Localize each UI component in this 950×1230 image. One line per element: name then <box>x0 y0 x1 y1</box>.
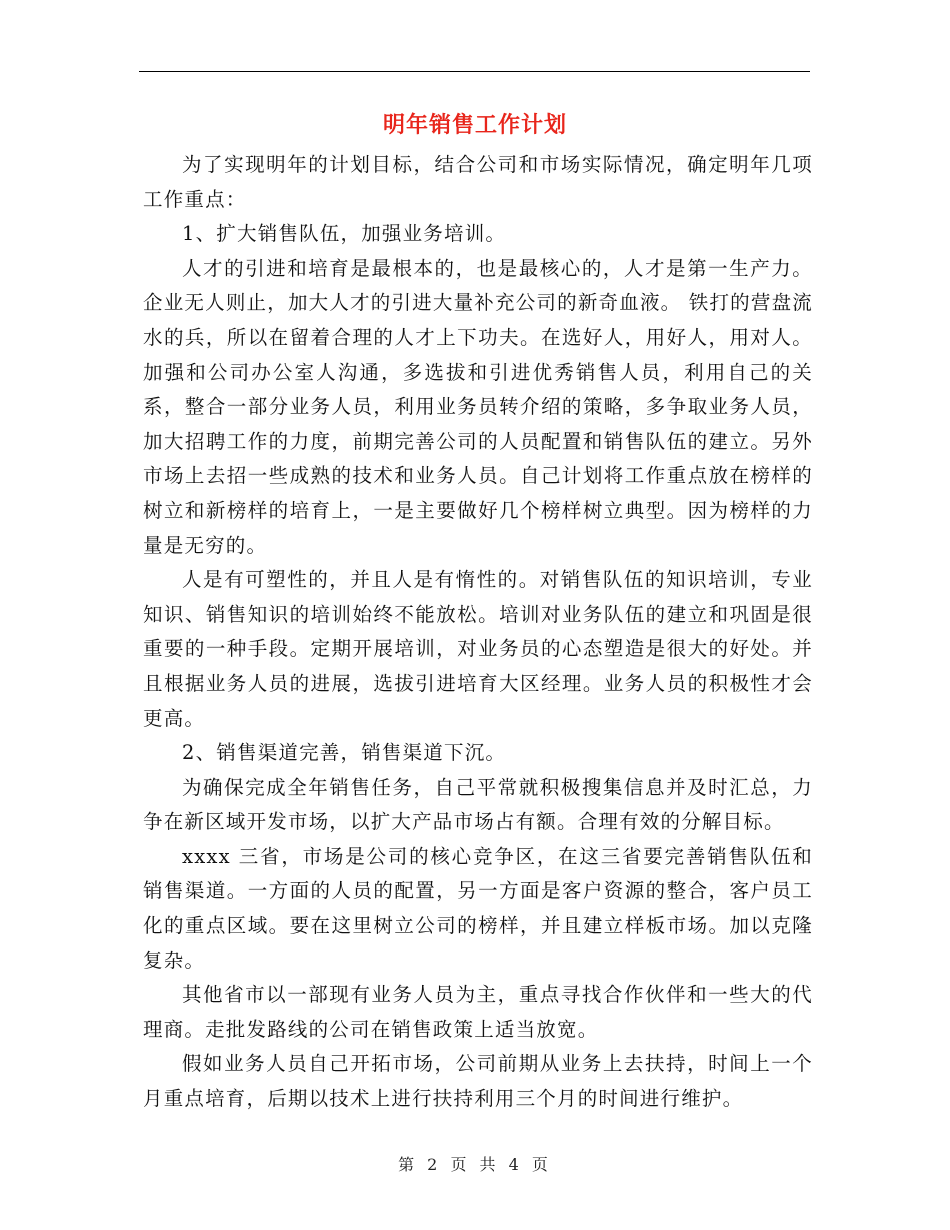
body-paragraph: 人才的引进和培育是最根本的，也是最核心的，人才是第一生产力。企业无人则止，加大人才的引进大量补充公司的新奇血液。 铁打的营盘流水的兵，所以在留着合理的人才上下功夫。在选好人，用好人，用对人。加强和公司办公室人沟通，多选拔和引进优秀销售人员，利用自己的关系，整合一部分业务人员，利用业务员转介绍的策略，多争取业务人员，加大招聘工作的力度，前期完善公司的人员配置和销售队伍的建立。另外市场上去招一些成熟的技术和业务人员。自己计划将工作重点放在榜样的树立和新榜样的培育上，一是主要做好几个榜样树立典型。因为榜样的力量是无穷的。 <box>143 256 813 557</box>
body-paragraph: 假如业务人员自己开拓市场，公司前期从业务上去扶持，时间上一个月重点培育，后期以技术上进行扶持利用三个月的时间进行维护。 <box>143 1052 813 1111</box>
body-paragraph: 人是有可塑性的，并且人是有惰性的。对销售队伍的知识培训，专业知识、销售知识的培训始终不能放松。培训对业务队伍的建立和巩固是很重要的一种手段。定期开展培训，对业务员的心态塑造是很大的好处。并且根据业务人员的进展，选拔引进培育大区经理。业务人员的积极性才会更高。 <box>143 568 813 730</box>
header-rule <box>139 71 810 72</box>
body-paragraph: 为确保完成全年销售任务，自己平常就积极搜集信息并及时汇总，力争在新区域开发市场，以扩大产品市场占有额。合理有效的分解目标。 <box>143 775 813 834</box>
section-heading-1: 1、扩大销售队伍，加强业务培训。 <box>182 222 507 246</box>
document-title: 明年销售工作计划 <box>382 112 567 138</box>
intro-paragraph: 为了实现明年的计划目标，结合公司和市场实际情况，确定明年几项工作重点： <box>143 153 813 211</box>
body-paragraph: 其他省市以一部现有业务人员为主，重点寻找合作伙伴和一些大的代理商。走批发路线的公司在销售政策上适当放宽。 <box>143 983 813 1041</box>
body-paragraph: xxxx 三省，市场是公司的核心竞争区，在这三省要完善销售队伍和销售渠道。一方面的人员的配置，另一方面是客户资源的整合，客户员工化的重点区域。要在这里树立公司的榜样，并且建立样板市场。加以克隆复杂。 <box>143 844 813 972</box>
page-number: 第 2 页 共 4 页 <box>398 1155 552 1174</box>
section-heading-2: 2、销售渠道完善，销售渠道下沉。 <box>182 741 507 765</box>
document-body <box>143 148 813 1117</box>
